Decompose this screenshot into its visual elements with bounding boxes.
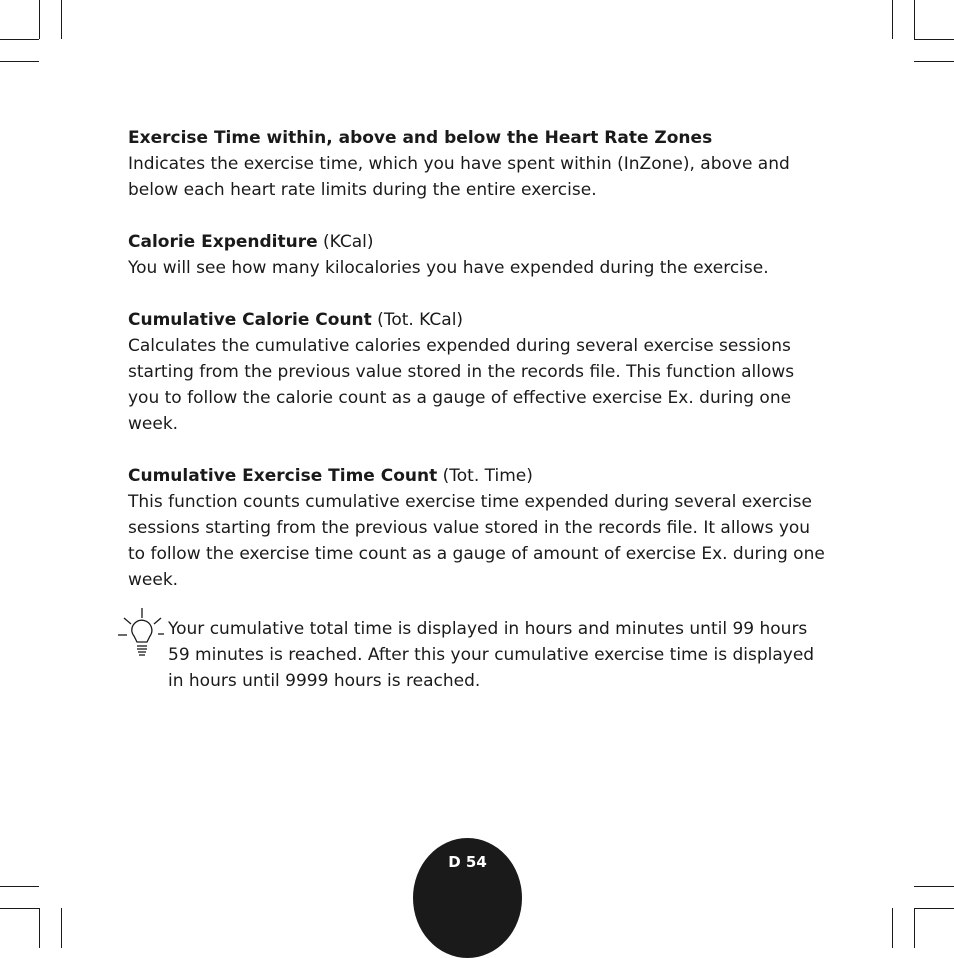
section-heading-line — [128, 307, 828, 333]
section-heading: Exercise Time within, above and below the Heart Rate Zones — [128, 128, 713, 148]
crop-mark-bottom-right-h2 — [914, 908, 954, 909]
crop-mark-top-left-v2 — [61, 0, 62, 39]
section-heading-suffix: (Tot. Time) — [437, 466, 533, 486]
crop-mark-top-left-v — [39, 0, 40, 39]
section-heading-line — [128, 463, 828, 489]
section-exercise-time-zones — [128, 125, 828, 203]
section-body: Calculates the cumulative calories expended during several exercise sessions starting from the previous value stored in the records file. This function allows you to follow the calorie count as a gauge of effective exercise Ex. during one week. — [128, 336, 795, 434]
section-body: Indicates the exercise time, which you have spent within (InZone), above and below each heart rate limits during the entire exercise. — [128, 154, 790, 200]
section-heading-suffix: (KCal) — [317, 232, 374, 252]
page-number: D 54 — [448, 853, 487, 871]
section-heading-line — [128, 229, 828, 255]
section-heading: Calorie Expenditure — [128, 232, 318, 252]
section-heading: Cumulative Calorie Count — [128, 310, 372, 330]
crop-mark-top-left-h2 — [0, 61, 39, 62]
section-cumulative-calorie-count — [128, 307, 828, 437]
section-heading: Cumulative Exercise Time Count — [128, 466, 438, 486]
section-calorie-expenditure — [128, 229, 828, 281]
crop-mark-bottom-left-v — [39, 908, 40, 948]
section-heading-suffix: (Tot. KCal) — [371, 310, 464, 330]
lightbulb-icon — [114, 606, 164, 662]
crop-mark-top-right-v — [892, 0, 893, 39]
main-content — [128, 125, 828, 619]
section-cumulative-exercise-time-count — [128, 463, 828, 593]
crop-mark-bottom-right-v2 — [914, 908, 915, 948]
crop-mark-top-left-h — [0, 39, 39, 40]
crop-mark-bottom-left-h2 — [0, 908, 39, 909]
section-body: You will see how many kilocalories you have expended during the exercise. — [128, 258, 769, 278]
section-body: This function counts cumulative exercise time expended during several exercise sessions starting from the previous value stored in the records file. It allows you to follow the exercise time count as a gauge of amount of exercise Ex. during one week. — [128, 492, 825, 590]
crop-mark-top-right-v2 — [914, 0, 915, 39]
crop-mark-bottom-right-v — [892, 908, 893, 948]
crop-mark-bottom-left-h — [0, 886, 39, 887]
crop-mark-bottom-right-h — [914, 886, 954, 887]
crop-mark-top-right-h2 — [914, 61, 954, 62]
tip-text: Your cumulative total time is displayed in hours and minutes until 99 hours 59 minutes is reached. After this your cumulative exercise time is displayed in hours until 9999 hours is reached. — [168, 619, 815, 691]
crop-mark-bottom-left-v2 — [61, 908, 62, 948]
crop-mark-top-right-h — [914, 39, 954, 40]
section-heading-line — [128, 125, 828, 151]
